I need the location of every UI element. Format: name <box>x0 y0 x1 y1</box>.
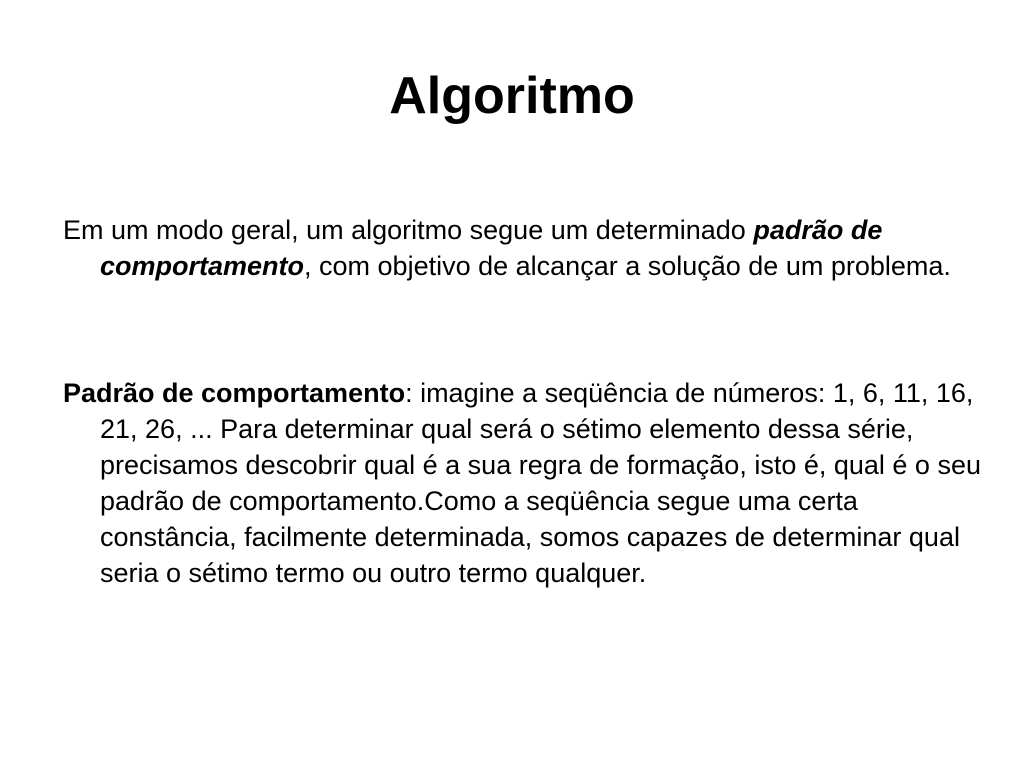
paragraph-1-lead: Em um modo geral, um algoritmo segue um determinado <box>63 215 754 245</box>
paragraph-2-emphasis: Padrão de comportamento <box>63 378 406 408</box>
paragraph-behavior-pattern <box>63 375 1000 591</box>
paragraph-algorithm-definition <box>63 212 1000 284</box>
paragraph-2-rest: : imagine a seqüência de números: 1, 6, 11, 16, 21, 26, ... Para determinar qual será o sétimo elemento dessa série, precisamos descobrir qual é a sua regra de formação, isto é, qual é o seu padrão de comportamento.Como a seqüência segue uma certa constância, facilmente determinada, somos capazes de determinar qual seria o sétimo termo ou outro termo qualquer. <box>100 378 981 588</box>
paragraph-1-rest: , com objetivo de alcançar a solução de um problema. <box>304 251 951 281</box>
slide-title: Algoritmo <box>389 67 635 125</box>
paragraph-1-emphasis: padrão de comportamento <box>100 215 883 281</box>
